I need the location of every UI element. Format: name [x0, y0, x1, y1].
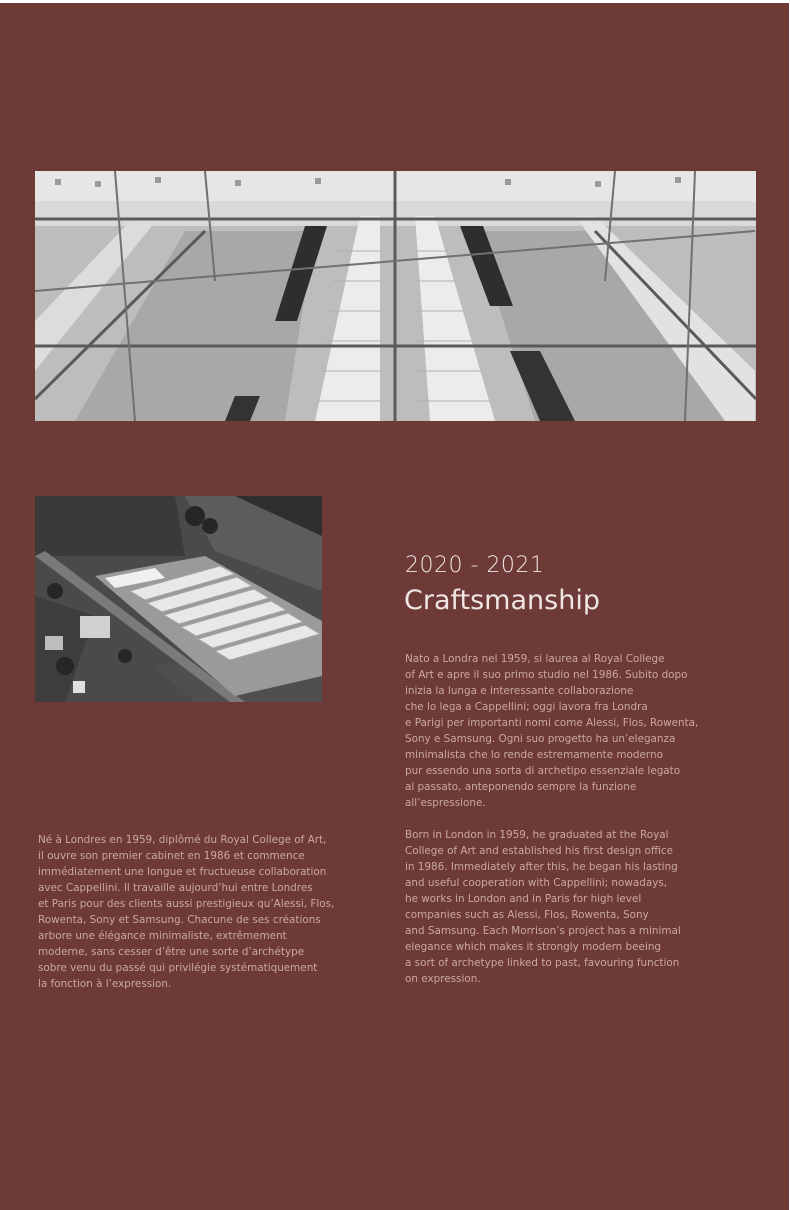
section-title: Craftsmanship — [404, 585, 600, 616]
english-line: companies such as Alessi, Flos, Rowenta, Sony — [405, 909, 649, 921]
english-line: Born in London in 1959, he graduated at the Royal — [405, 829, 669, 841]
english-line: he works in London and in Paris for high level — [405, 893, 642, 905]
english-line: College of Art and established his first design office — [405, 845, 673, 857]
french-line: il ouvre son premier cabinet en 1986 et commence — [38, 850, 305, 862]
french-line: moderne, sans cesser d’être une sorte d’archétype — [38, 946, 305, 958]
italian-line: inizia la lunga e interessante collaborazione — [405, 685, 634, 697]
italian-line: Nato a Londra nel 1959, si laurea al Royal College — [405, 653, 665, 665]
italian-paragraph — [405, 651, 698, 811]
english-paragraph — [405, 827, 681, 987]
french-line: et Paris pour des clients aussi prestigieux qu’Alessi, Flos, — [38, 898, 335, 910]
italian-line: of Art e apre il suo primo studio nel 1986. Subito dopo — [405, 669, 688, 681]
years-heading: 2020 - 2021 — [405, 553, 545, 578]
factory-interior-photo — [35, 171, 756, 421]
english-line: a sort of archetype linked to past, favouring function — [405, 957, 680, 969]
french-line: Né à Londres en 1959, diplômé du Royal College of Art, — [38, 834, 327, 846]
french-line: sobre venu du passé qui privilégie systématiquement — [38, 962, 318, 974]
italian-line: al passato, anteponendo sempre la funzione — [405, 781, 637, 793]
page-background — [0, 3, 789, 1210]
aerial-factory-photo — [35, 496, 322, 702]
french-line: avec Cappellini. Il travaille aujourd’hui entre Londres — [38, 882, 313, 894]
english-line: and useful cooperation with Cappellini; nowadays, — [405, 877, 668, 889]
english-line: elegance which makes it strongly modern beeing — [405, 941, 662, 953]
english-line: in 1986. Immediately after this, he began his lasting — [405, 861, 678, 873]
english-line: on expression. — [405, 973, 481, 985]
italian-line: minimalista che lo rende estremamente moderno — [405, 749, 663, 761]
french-line: Rowenta, Sony et Samsung. Chacune de ses créations — [38, 914, 321, 926]
english-line: and Samsung. Each Morrison’s project has a minimal — [405, 925, 681, 937]
italian-line: che lo lega a Cappellini; oggi lavora fra Londra — [405, 701, 648, 713]
french-line: arbore une élégance minimaliste, extrêmement — [38, 930, 287, 942]
italian-line: all’espressione. — [405, 797, 486, 809]
italian-line: Sony e Samsung. Ogni suo progetto ha un’eleganza — [405, 733, 676, 745]
french-line: immédiatement une longue et fructueuse collaboration — [38, 866, 327, 878]
italian-line: pur essendo una sorta di archetipo essenziale legato — [405, 765, 681, 777]
french-line: la fonction à l’expression. — [38, 978, 172, 990]
french-paragraph — [38, 832, 334, 992]
italian-line: e Parigi per importanti nomi come Alessi, Flos, Rowenta, — [405, 717, 699, 729]
